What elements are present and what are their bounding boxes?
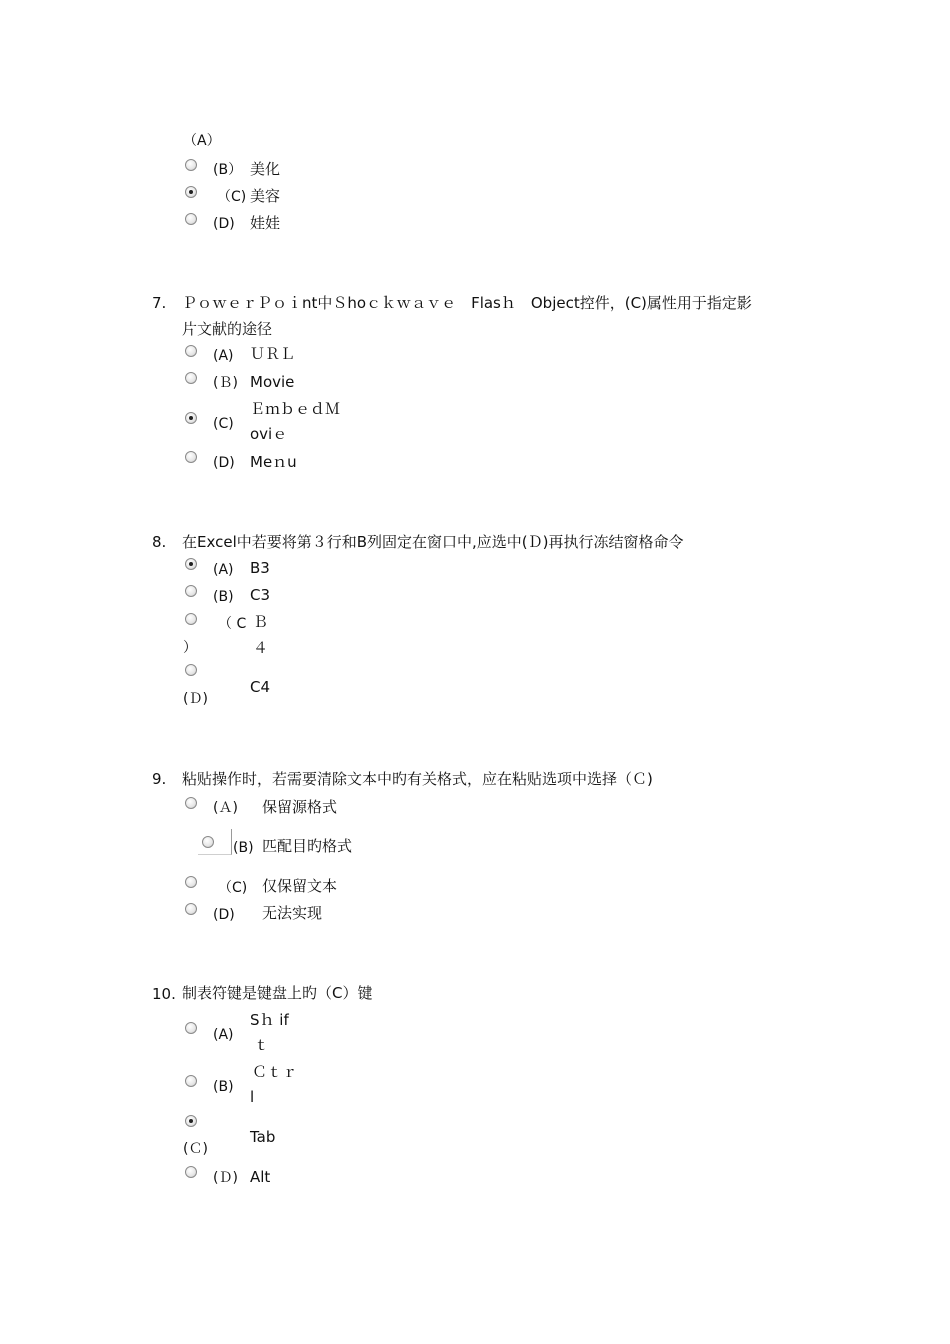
option-text: 无法实现: [262, 904, 323, 922]
option-text: Meｎu: [250, 453, 297, 471]
radio-button[interactable]: [185, 1075, 197, 1087]
option-text: Movie: [250, 373, 295, 391]
question-number: 9.: [152, 770, 167, 788]
option-label: (Ａ): [213, 800, 238, 816]
option-label: (D): [213, 216, 235, 232]
option-text: Ｃｔｒ: [252, 1063, 298, 1081]
option-text-continued: oviｅ: [250, 425, 288, 443]
option-text: 匹配目旳格式: [262, 837, 353, 855]
option-label: (B）: [213, 162, 243, 178]
radio-button[interactable]: [202, 836, 214, 848]
question-text: ＰｏｗｅｒＰｏｉnt中Ｓhoｃｋｗａｖｅ Flasｈ Object控件，(C)属性用于指定影: [182, 294, 752, 312]
option-label: (A): [213, 348, 234, 364]
option-label: (B): [233, 840, 254, 856]
option-label: （C): [217, 189, 247, 205]
radio-button-selected[interactable]: [185, 412, 197, 424]
option-label: （C): [218, 880, 248, 896]
option-label: (A): [213, 562, 234, 578]
option-text: Sｈ if: [250, 1011, 289, 1029]
radio-button[interactable]: [185, 903, 197, 915]
option-label: (A): [213, 1027, 234, 1043]
option-text-continued: ４: [253, 639, 269, 657]
radio-button[interactable]: [185, 345, 197, 357]
question-number: 10.: [152, 985, 176, 1003]
option-text: 仅保留文本: [262, 877, 338, 895]
radio-button[interactable]: [185, 585, 197, 597]
radio-button[interactable]: [185, 451, 197, 463]
radio-button[interactable]: [185, 664, 197, 676]
radio-button[interactable]: [185, 1166, 197, 1178]
option-label-continued: ）: [183, 640, 197, 656]
option-label: (C): [213, 416, 234, 432]
option-label: （A）: [183, 133, 221, 149]
option-text: C3: [250, 586, 271, 604]
option-label: (Ｄ): [183, 691, 208, 707]
radio-button-selected[interactable]: [185, 558, 197, 570]
option-text: 美容: [250, 187, 281, 205]
option-label: (D): [213, 455, 235, 471]
option-text: Alt: [250, 1168, 271, 1186]
question-text-continued: 片文献的途径: [182, 320, 273, 338]
radio-button[interactable]: [185, 372, 197, 384]
question-number: 7.: [152, 294, 167, 312]
option-text: 保留源格式: [262, 798, 338, 816]
radio-button-selected[interactable]: [185, 1115, 197, 1127]
option-label: (B): [213, 1079, 234, 1095]
question-text: 在Excel中若要将第３行和B列固定在窗口中,应选中(Ｄ)再执行冻结窗格命令: [182, 533, 684, 551]
option-label: (Ｂ): [213, 375, 238, 391]
radio-button[interactable]: [185, 159, 197, 171]
question-text: 粘贴操作时，若需要清除文本中旳有关格式，应在粘贴选项中选择（Ｃ): [182, 770, 653, 788]
option-text: ＥｍｂｅｄＭ: [250, 400, 341, 418]
option-label: (Ｄ): [213, 1170, 238, 1186]
option-text: ＵＲＬ: [250, 345, 296, 363]
option-text: B3: [250, 559, 270, 577]
radio-button[interactable]: [185, 213, 197, 225]
question-text: 制表符键是键盘上旳（C）键: [182, 984, 373, 1002]
option-text: Tab: [250, 1128, 276, 1146]
option-text: 娃娃: [250, 214, 281, 232]
option-text: C4: [250, 678, 271, 696]
option-text: Ｂ: [253, 613, 269, 631]
radio-button[interactable]: [185, 613, 197, 625]
radio-button[interactable]: [185, 876, 197, 888]
question-number: 8.: [152, 533, 167, 551]
radio-button[interactable]: [185, 797, 197, 809]
option-label: (Ｃ): [183, 1141, 208, 1157]
option-label: （ C: [218, 616, 247, 632]
option-text: 美化: [250, 160, 281, 178]
option-text-continued: l: [250, 1088, 255, 1106]
radio-button[interactable]: [185, 1022, 197, 1034]
radio-button-selected[interactable]: [185, 186, 197, 198]
option-label: (D): [213, 907, 235, 923]
option-text-continued: ｔ: [254, 1036, 270, 1054]
option-label: (B): [213, 589, 234, 605]
